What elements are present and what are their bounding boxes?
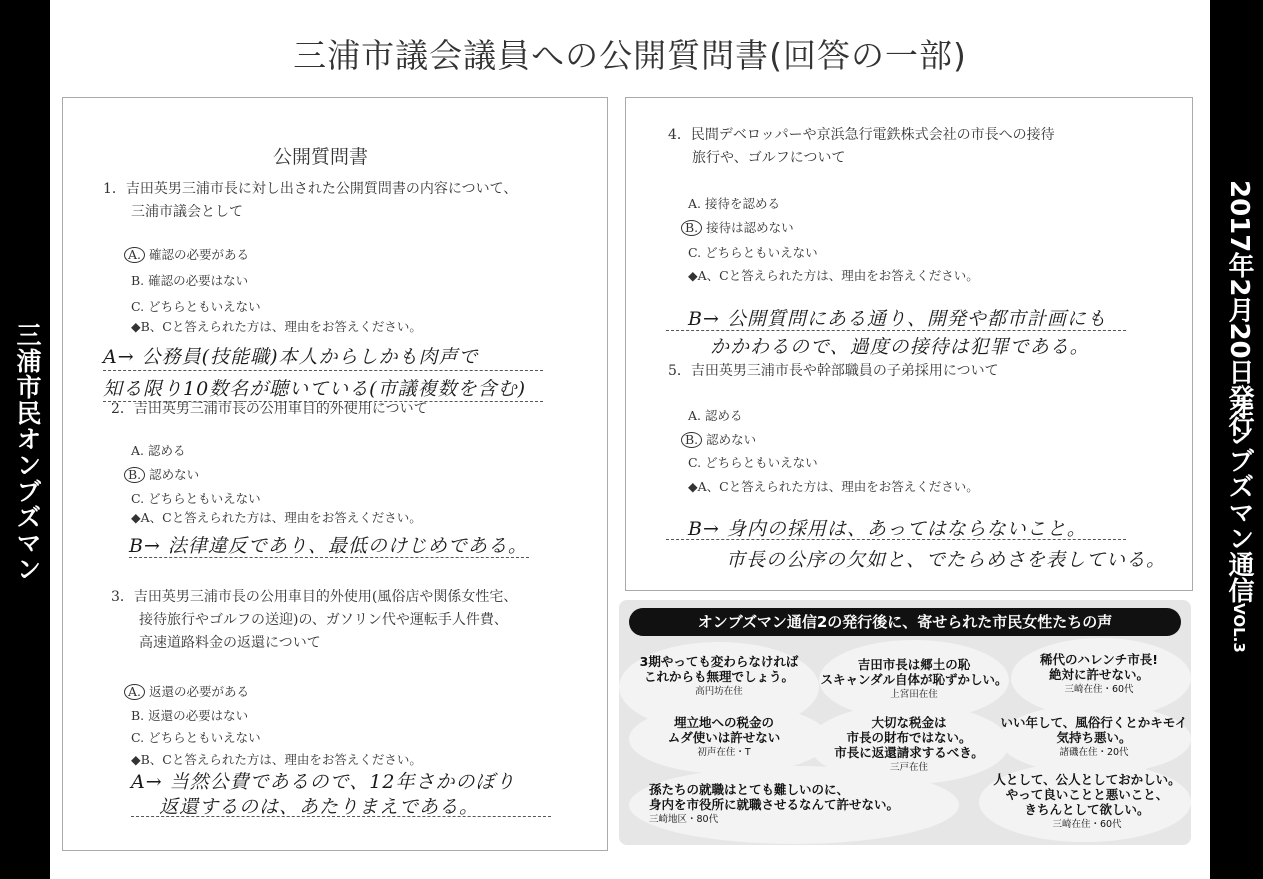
questionnaire-left-panel bbox=[62, 97, 608, 851]
q1-option-a bbox=[129, 245, 249, 263]
right-side-bar bbox=[1210, 0, 1263, 879]
voice-2-author: 上宮田在住 bbox=[890, 689, 938, 700]
voice-3-author: 三崎在住・60代 bbox=[1064, 684, 1134, 695]
voice-3-text-1: 稀代のハレンチ市長! bbox=[1040, 652, 1158, 667]
newsletter-name-text: オンブズマン通信 bbox=[1224, 395, 1254, 603]
q2-option-a: A. 認める bbox=[131, 443, 186, 458]
q1-answer-line-1 bbox=[103, 370, 543, 371]
q3-note: ◆B、Cと答えられた方は、理由をお答えください。 bbox=[131, 752, 422, 767]
q5-handwritten-answer-1: B→ 身内の採用は、あってはならないこと。 bbox=[688, 518, 1087, 540]
q4-line1: 4．民間デベロッパーや京浜急行電鉄株式会社の市長への接待 bbox=[668, 127, 1055, 143]
q1-option-b: B. 確認の必要はない bbox=[131, 273, 249, 288]
q1-handwritten-answer-2: 知る限り10数名が聴いている(市議複数を含む) bbox=[103, 378, 527, 400]
q1-selected-circle: A. bbox=[124, 247, 145, 263]
voice-4 bbox=[639, 715, 809, 760]
q4-handwritten-answer-2: かかわるので、過度の接待は犯罪である。 bbox=[710, 336, 1090, 358]
q2-selected-circle: B. bbox=[124, 467, 145, 483]
q4-note: ◆A、Cと答えられた方は、理由をお答えください。 bbox=[688, 268, 979, 283]
q2-option-b-text: 認めない bbox=[149, 467, 200, 482]
q3-handwritten-answer-1: A→ 当然公費であるので、12年さかのぼり bbox=[131, 771, 516, 793]
q2-option-b bbox=[129, 465, 199, 483]
voice-6 bbox=[997, 715, 1191, 760]
q4-handwritten-answer-1: B→ 公開質問にある通り、開発や都市計画にも bbox=[688, 308, 1107, 330]
q2-line1: 2．吉田英男三浦市長の公用車目的外使用について bbox=[111, 401, 428, 417]
voice-5-text-2: 市長の財布ではない。 bbox=[846, 730, 972, 745]
voice-1 bbox=[639, 654, 799, 699]
issue-date: 2017年2月20日発行 bbox=[1224, 180, 1254, 437]
q1-line1: 1．吉田英男三浦市長に対し出された公開質問書の内容について、 bbox=[103, 181, 518, 197]
voice-7-author: 三崎地区・80代 bbox=[649, 814, 719, 825]
q5-option-b-text: 認めない bbox=[706, 432, 757, 447]
q3-line1: 3．吉田英男三浦市長の公用車目的外使用(風俗店や関係女性宅、 bbox=[111, 589, 518, 605]
q2-handwritten-answer: B→ 法律違反であり、最低のけじめである。 bbox=[129, 535, 528, 557]
voice-2 bbox=[819, 657, 1009, 702]
voice-8-text-1: 人として、公人としておかしい。 bbox=[993, 772, 1181, 787]
questionnaire-heading: 公開質問書 bbox=[273, 146, 369, 168]
voice-5-text-3: 市長に返還請求するべき。 bbox=[834, 745, 984, 760]
q4-selected-circle: B. bbox=[681, 220, 702, 236]
voice-6-text-1: いい年して、風俗行くとかキモイ bbox=[1000, 715, 1188, 730]
q1-option-c: C. どちらともいえない bbox=[131, 299, 261, 314]
voice-1-text-2: これからも無理でしょう。 bbox=[643, 669, 794, 684]
q3-handwritten-answer-2: 返還するのは、あたりまえである。 bbox=[159, 796, 480, 818]
voice-2-text-2: スキャンダル自体が恥ずかしい。 bbox=[820, 672, 1008, 687]
voice-3 bbox=[1024, 652, 1174, 697]
voice-5-text-1: 大切な税金は bbox=[871, 715, 947, 730]
q2-option-c: C. どちらともいえない bbox=[131, 491, 261, 506]
q3-option-a-text: 返還の必要がある bbox=[149, 684, 250, 699]
voice-6-text-2: 気持ち悪い。 bbox=[1056, 730, 1132, 745]
q3-option-c: C. どちらともいえない bbox=[131, 730, 261, 745]
q5-handwritten-answer-2: 市長の公序の欠如と、でたらめさを表している。 bbox=[726, 549, 1167, 571]
voice-4-author: 初声在住・T bbox=[697, 747, 751, 758]
q5-line1: 5．吉田英男三浦市長や幹部職員の子弟採用について bbox=[668, 363, 999, 379]
q4-option-a: A. 接待を認める bbox=[688, 196, 780, 211]
citizen-voices-panel bbox=[619, 600, 1191, 845]
q5-option-a: A. 認める bbox=[688, 408, 743, 423]
q5-option-c: C. どちらともいえない bbox=[688, 455, 818, 470]
q5-selected-circle: B. bbox=[681, 432, 702, 448]
voice-2-text-1: 吉田市長は郷土の恥 bbox=[857, 657, 971, 672]
voice-1-text-1: 3期やっても変わらなければ bbox=[639, 654, 799, 669]
questionnaire-right-panel bbox=[625, 97, 1193, 591]
side-title-left: 三浦市民オンブズマン bbox=[13, 322, 42, 582]
q5-answer-line bbox=[666, 539, 1126, 540]
newsletter-name bbox=[1221, 395, 1258, 653]
q2-note: ◆A、Cと答えられた方は、理由をお答えください。 bbox=[131, 510, 422, 525]
page-title: 三浦市議会議員への公開質問書(回答の一部) bbox=[293, 36, 967, 75]
voice-7-text-2: 身内を市役所に就職させるなんて許せない。 bbox=[649, 797, 900, 812]
voice-8-text-2: やって良いことと悪いこと、 bbox=[1005, 787, 1169, 802]
q4-option-b bbox=[686, 218, 794, 236]
voice-6-author: 諸磯在住・20代 bbox=[1059, 747, 1129, 758]
q5-note: ◆A、Cと答えられた方は、理由をお答えください。 bbox=[688, 479, 979, 494]
left-side-bar bbox=[0, 0, 50, 879]
voice-5-author: 三戸在住 bbox=[889, 762, 928, 773]
voice-3-text-2: 絶対に許せない。 bbox=[1048, 667, 1149, 682]
voice-7 bbox=[649, 782, 969, 827]
q4-answer-line bbox=[666, 330, 1126, 331]
voice-7-text-1: 孫たちの就職はとても難しいのに、 bbox=[649, 782, 850, 797]
voice-1-author: 高円坊在住 bbox=[695, 686, 743, 697]
q1-handwritten-answer-1: A→ 公務員(技能職)本人からしかも肉声で bbox=[103, 346, 479, 368]
q4-option-c: C. どちらともいえない bbox=[688, 245, 818, 260]
voice-8 bbox=[989, 772, 1185, 832]
q2-answer-line bbox=[129, 557, 529, 558]
q1-line2: 三浦市議会として bbox=[131, 204, 243, 220]
q3-answer-line bbox=[131, 816, 551, 817]
voice-4-text-1: 埋立地への税金の bbox=[673, 715, 774, 730]
q4-line2: 旅行や、ゴルフについて bbox=[692, 150, 846, 166]
q3-option-b: B. 返還の必要はない bbox=[131, 708, 249, 723]
newsletter-vol: VOL.3 bbox=[1230, 603, 1248, 653]
voice-8-author: 三崎在住・60代 bbox=[1052, 819, 1122, 830]
q1-option-a-text: 確認の必要がある bbox=[149, 247, 250, 262]
q3-selected-circle: A. bbox=[124, 684, 145, 700]
q3-option-a bbox=[129, 682, 249, 700]
q3-line2: 接待旅行やゴルフの送迎)の、ガソリン代や運転手人件費、 bbox=[139, 612, 508, 628]
q3-line3: 高速道路料金の返還について bbox=[139, 635, 321, 651]
voice-8-text-3: きちんとして欲しい。 bbox=[1024, 802, 1150, 817]
voice-5 bbox=[814, 715, 1004, 775]
q1-note: ◆B、Cと答えられた方は、理由をお答えください。 bbox=[131, 319, 422, 334]
q4-option-b-text: 接待は認めない bbox=[706, 220, 794, 235]
q5-option-b bbox=[686, 430, 756, 448]
voices-banner: オンブズマン通信2の発行後に、寄せられた市民女性たちの声 bbox=[629, 608, 1181, 636]
voice-4-text-2: ムダ使いは許せない bbox=[667, 730, 781, 745]
